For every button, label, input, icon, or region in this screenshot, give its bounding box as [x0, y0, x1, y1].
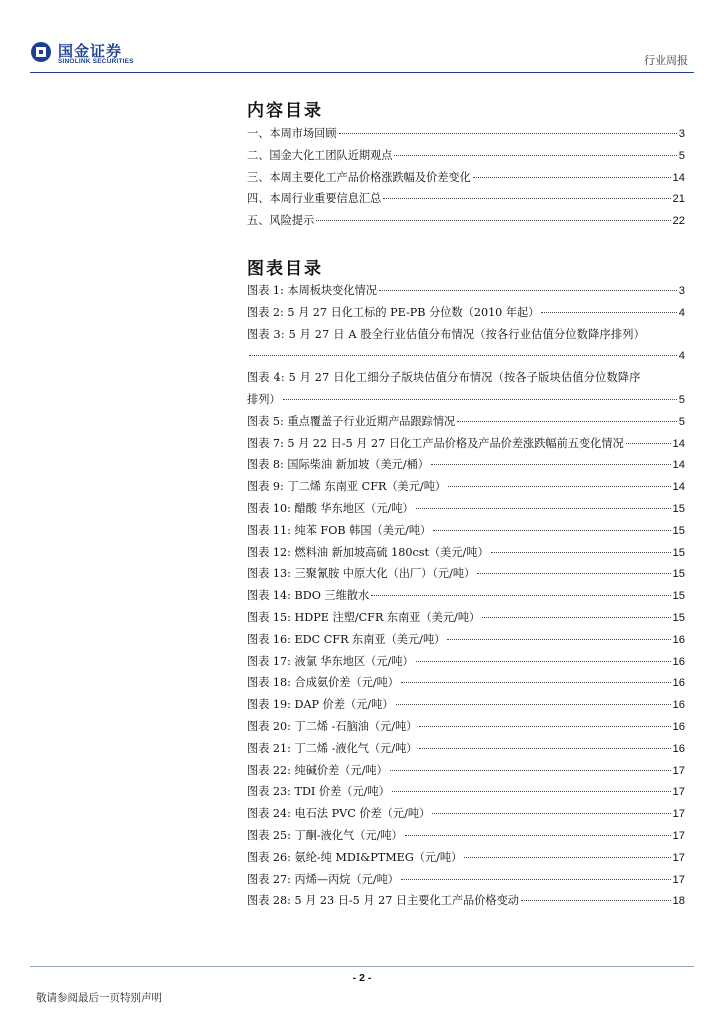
figure-entry-label: 图表 16: — [247, 632, 291, 646]
dot-leader — [448, 486, 670, 487]
toc-entry-page: 3 — [678, 128, 685, 140]
figure-entry-page: 17 — [672, 829, 685, 842]
figure-entry-line — [247, 851, 685, 865]
dot-leader — [464, 857, 670, 858]
toc-entry-line — [247, 127, 685, 141]
figure-entry-label: 图表 2: — [247, 305, 284, 319]
figure-entry-line — [247, 807, 685, 821]
figure-entry-line — [247, 567, 685, 581]
header-divider — [30, 72, 694, 73]
dot-leader — [396, 704, 671, 705]
figure-entry-text: 丁酮-液化气（元/吨） — [294, 828, 403, 842]
figure-entry-page: 15 — [672, 611, 685, 624]
dot-leader — [416, 508, 671, 509]
figure-entry-text: TDI 价差（元/吨） — [294, 785, 390, 799]
figure-entry-page: 17 — [672, 851, 685, 864]
figure-entry-text: 丁二烯 -石脑油（元/吨） — [294, 719, 418, 733]
figure-entry[interactable] — [247, 894, 685, 916]
figure-entry-label: 图表 21: — [247, 741, 291, 755]
figure-entry-title — [247, 698, 394, 712]
figure-entry-line — [247, 306, 685, 320]
dot-leader — [371, 595, 670, 596]
figure-entry-text: 5 月 27 日 A 股全行业估值分布情况（按各行业估值分位数降序排列） — [288, 327, 646, 341]
figure-entry-text: 5 月 27 日化工标的 PE-PB 分位数（2010 年起） — [287, 305, 540, 319]
figure-entry-text: 氨纶-纯 MDI&PTMEG（元/吨） — [294, 850, 463, 864]
figure-entry-text: 醋酸 华东地区（元/吨） — [294, 501, 414, 515]
figure-entry[interactable] — [247, 284, 685, 306]
figure-entry[interactable] — [247, 502, 685, 524]
figure-entry[interactable] — [247, 567, 685, 589]
dot-leader — [419, 726, 670, 727]
dot-leader — [316, 220, 670, 221]
company-logo — [30, 40, 230, 70]
figure-entry-label: 图表 23: — [247, 785, 291, 799]
figure-entry-title — [247, 611, 480, 625]
figures-title: 图表目录 — [247, 259, 323, 279]
figure-entry-title — [247, 546, 489, 560]
figure-entry[interactable] — [247, 328, 685, 372]
figure-entry-title — [247, 655, 414, 669]
figure-entry-line — [247, 698, 685, 712]
figure-entry[interactable] — [247, 807, 685, 829]
figure-entry-page: 14 — [672, 481, 685, 494]
figure-entry-text: 本周板块变化情况 — [287, 284, 377, 297]
figure-entry[interactable] — [247, 589, 685, 611]
figure-entry-line — [247, 371, 685, 385]
toc-entry-page: 14 — [672, 171, 685, 184]
dot-leader — [283, 399, 677, 400]
figure-entry-page: 15 — [672, 524, 685, 537]
figure-entry-line — [247, 655, 685, 669]
dot-leader — [379, 290, 677, 291]
contents-title: 内容目录 — [247, 101, 323, 121]
dot-leader — [473, 177, 671, 178]
figure-entry-text: 5 月 23 日-5 月 27 日主要化工产品价格变动 — [294, 894, 519, 908]
footer-divider — [30, 966, 694, 967]
figure-entry-title — [247, 284, 377, 298]
figure-entry-page: 17 — [672, 808, 685, 821]
figure-entry-text: 燃料油 新加坡高硫 180cst（美元/吨） — [294, 545, 489, 559]
dot-leader — [390, 770, 671, 771]
toc-entry[interactable] — [247, 171, 685, 193]
figure-entry-line — [247, 611, 685, 625]
figure-entry-title — [247, 829, 403, 843]
figure-entry[interactable] — [247, 524, 685, 546]
figure-entry-label: 图表 1: — [247, 284, 284, 297]
figure-entry-page: 5 — [678, 393, 685, 406]
figure-entry[interactable] — [247, 371, 685, 415]
figure-entry-line — [247, 829, 685, 843]
toc-entry-page: 21 — [672, 193, 685, 206]
figure-entry-wrap-text: 排列） — [247, 392, 281, 406]
footer-disclaimer: 敬请参阅最后一页特别声明 — [36, 992, 162, 1004]
figure-entry-title — [247, 851, 462, 865]
dot-leader — [401, 879, 671, 880]
figure-entry-title — [247, 676, 399, 690]
figure-entry-line — [247, 873, 685, 887]
logo-icon — [30, 41, 52, 63]
figure-entry-title — [247, 873, 399, 887]
figure-entry[interactable] — [247, 829, 685, 851]
figure-entry[interactable] — [247, 437, 685, 459]
dot-leader — [416, 661, 671, 662]
figure-entry-text: 重点覆盖子行业近期产品跟踪情况 — [287, 414, 456, 428]
figure-entry[interactable] — [247, 742, 685, 764]
figure-entry[interactable] — [247, 611, 685, 633]
figure-entry-line — [247, 720, 685, 734]
toc-entry-page: 5 — [678, 149, 685, 162]
figure-entry-line — [247, 589, 685, 603]
figure-entry-title — [247, 742, 417, 756]
figure-entry-page: 16 — [672, 699, 685, 712]
figure-entry-line — [247, 284, 685, 298]
figure-entry-label: 图表 7: — [247, 436, 284, 450]
figure-entry-page: 16 — [672, 677, 685, 690]
figure-entry-text: 纯苯 FOB 韩国（美元/吨） — [294, 523, 432, 537]
dot-leader — [433, 530, 670, 531]
figure-entry-line — [247, 480, 685, 494]
toc-entry-text: 一、本周市场回顾 — [247, 127, 337, 140]
figure-entry-label: 图表 26: — [247, 850, 291, 864]
figure-entry-page: 15 — [672, 546, 685, 559]
dot-leader — [521, 900, 671, 901]
figure-entry[interactable] — [247, 655, 685, 677]
figure-entry-label: 图表 17: — [247, 654, 291, 668]
dot-leader — [491, 552, 671, 553]
contents-list — [247, 127, 685, 236]
figure-entry-label: 图表 20: — [247, 719, 291, 733]
figure-entry-page: 15 — [672, 568, 685, 581]
figure-entry-text: 液氯 华东地区（元/吨） — [294, 654, 414, 668]
figure-entry-text: 合成氨价差（元/吨） — [294, 676, 399, 690]
figure-entry-line — [247, 524, 685, 538]
figure-entry-text: 纯碱价差（元/吨） — [294, 763, 388, 777]
figure-entry-page: 14 — [672, 437, 685, 450]
figure-entry-label: 图表 25: — [247, 828, 291, 842]
figure-entry-line — [247, 676, 685, 690]
toc-entry-line — [247, 214, 685, 228]
figure-entry-title — [247, 807, 430, 821]
figure-entry-label: 图表 4: — [247, 371, 285, 385]
figure-entry-line — [247, 546, 685, 560]
figure-entry-page: 16 — [672, 742, 685, 755]
dot-leader — [541, 312, 676, 313]
figure-entry-page: 15 — [672, 590, 685, 603]
figure-entry-text: 三聚氰胺 中原大化（出厂）（元/吨） — [294, 567, 476, 581]
figure-entry[interactable] — [247, 480, 685, 502]
dot-leader — [431, 464, 671, 465]
figure-entry-page: 16 — [672, 655, 685, 668]
toc-entry-page: 22 — [672, 215, 685, 228]
figure-entry-title — [247, 589, 369, 603]
dot-leader — [394, 155, 676, 156]
figure-entry-page: 17 — [672, 786, 685, 799]
figure-entry-label: 图表 24: — [247, 807, 291, 821]
toc-entry-line — [247, 192, 685, 206]
page-number: - 2 - — [352, 972, 372, 984]
figure-entry-line — [247, 458, 685, 472]
figure-entry-label: 图表 22: — [247, 763, 291, 777]
figure-entry-text: EDC CFR 东南亚（美元/吨） — [294, 632, 446, 646]
figure-entry-page: 15 — [672, 502, 685, 515]
figure-entry-text: 国际柴油 新加坡（美元/桶） — [287, 458, 429, 472]
figure-entry-page: 14 — [672, 459, 685, 472]
figure-entry[interactable] — [247, 415, 685, 437]
figure-entry-line — [247, 742, 685, 756]
toc-entry[interactable] — [247, 214, 685, 236]
figure-entry-label: 图表 15: — [247, 610, 291, 624]
figure-entry[interactable] — [247, 764, 685, 786]
figure-entry-title — [247, 764, 388, 778]
figure-entry[interactable] — [247, 633, 685, 655]
figure-entry-title — [247, 524, 431, 538]
figures-list — [247, 284, 685, 916]
figure-entry-text: 丁二烯 -液化气（元/吨） — [294, 741, 418, 755]
dot-leader — [405, 835, 671, 836]
figure-entry[interactable] — [247, 785, 685, 807]
dot-leader — [477, 573, 670, 574]
figure-entry-text: HDPE 注塑/CFR 东南亚（美元/吨） — [294, 610, 481, 624]
dot-leader — [447, 639, 670, 640]
figure-entry[interactable] — [247, 851, 685, 873]
dot-leader — [626, 443, 671, 444]
figure-entry-text: 5 月 22 日-5 月 27 日化工产品价格及产品价差涨跌幅前五变化情况 — [287, 436, 624, 450]
figure-entry[interactable] — [247, 546, 685, 568]
figure-entry-title — [247, 458, 429, 472]
figure-entry-title — [247, 633, 445, 647]
figure-entry-page: 17 — [672, 873, 685, 886]
figure-entry-line — [247, 328, 685, 342]
figure-entry-label: 图表 5: — [247, 414, 284, 428]
toc-entry-text: 三、本周主要化工产品价格涨跌幅及价差变化 — [247, 170, 471, 184]
figure-entry[interactable] — [247, 698, 685, 720]
figure-entry-line — [247, 415, 685, 429]
dot-leader — [457, 421, 677, 422]
figure-entry-label: 图表 19: — [247, 698, 291, 712]
dot-leader — [432, 813, 670, 814]
figure-entry-label: 图表 8: — [247, 458, 284, 472]
dot-leader — [401, 682, 671, 683]
toc-entry[interactable] — [247, 192, 685, 214]
figure-entry-label: 图表 10: — [247, 501, 291, 515]
logo-chinese-text: 国金证券 — [58, 42, 123, 60]
figure-entry[interactable] — [247, 306, 685, 328]
dot-leader — [419, 748, 670, 749]
figure-entry[interactable] — [247, 458, 685, 480]
figure-entry-title — [247, 415, 455, 429]
logo-english-text: SINOLINK SECURITIES — [58, 58, 134, 65]
figure-entry-label: 图表 18: — [247, 676, 291, 690]
figure-entry-label: 图表 28: — [247, 894, 291, 908]
figure-entry-label: 图表 9: — [247, 480, 284, 494]
toc-entry-line — [247, 149, 685, 163]
figure-entry-label: 图表 27: — [247, 872, 291, 886]
figure-entry[interactable] — [247, 873, 685, 895]
toc-entry-text: 五、风险提示 — [247, 214, 315, 228]
figure-entry-page: 17 — [672, 764, 685, 777]
figure-entry-line — [247, 349, 685, 363]
figure-entry-label: 图表 3: — [247, 327, 285, 341]
dot-leader — [482, 617, 670, 618]
toc-entry-text: 四、本周行业重要信息汇总 — [247, 192, 382, 206]
figure-entry-label: 图表 13: — [247, 567, 291, 581]
figure-entry-text: BDO 三维散水 — [294, 589, 370, 603]
figure-entry-title — [247, 567, 475, 581]
figure-entry-title — [247, 502, 414, 516]
figure-entry-line — [247, 764, 685, 778]
figure-entry[interactable] — [247, 676, 685, 698]
figure-entry-page: 5 — [678, 415, 685, 428]
figure-entry-text: 5 月 27 日化工细分子版块估值分布情况（按各子版块估值分位数降序 — [288, 371, 641, 385]
toc-entry[interactable] — [247, 149, 685, 171]
figure-entry-page: 4 — [678, 350, 685, 363]
figure-entry-line — [247, 437, 685, 451]
figure-entry-text: 丙烯—丙烷（元/吨） — [294, 872, 399, 886]
figure-entry-label: 图表 11: — [247, 523, 291, 537]
figure-entry-title — [247, 437, 624, 451]
dot-leader — [392, 791, 671, 792]
figure-entry-title — [247, 720, 417, 734]
dot-leader — [383, 198, 670, 199]
figure-entry-line — [247, 894, 685, 908]
figure-entry-page: 16 — [672, 720, 685, 733]
figure-entry-line — [247, 502, 685, 516]
figure-entry-text: 电石法 PVC 价差（元/吨） — [294, 807, 431, 821]
figure-entry-page: 18 — [672, 895, 685, 908]
figure-entry-label: 图表 12: — [247, 545, 291, 559]
figure-entry-title — [247, 306, 539, 320]
figure-entry[interactable] — [247, 720, 685, 742]
figure-entry-title — [247, 894, 519, 908]
figure-entry-label: 图表 14: — [247, 589, 291, 603]
figure-entry-page: 4 — [678, 306, 685, 319]
figure-entry-line — [247, 633, 685, 647]
toc-entry[interactable] — [247, 127, 685, 149]
figure-entry-line — [247, 393, 685, 407]
report-type-label: 行业周报 — [644, 54, 688, 67]
figure-entry-title — [247, 480, 446, 494]
dot-leader — [339, 133, 677, 134]
figure-entry-line — [247, 785, 685, 799]
figure-entry-text: 丁二烯 东南亚 CFR（美元/吨） — [287, 480, 447, 494]
dot-leader — [249, 355, 677, 356]
toc-entry-text: 二、国金大化工团队近期观点 — [247, 148, 393, 162]
figure-entry-title — [247, 785, 390, 799]
toc-entry-line — [247, 171, 685, 185]
page-header — [0, 0, 724, 78]
figure-entry-page: 16 — [672, 633, 685, 646]
figure-entry-text: DAP 价差（元/吨） — [294, 698, 394, 712]
figure-entry-page: 3 — [678, 285, 685, 297]
